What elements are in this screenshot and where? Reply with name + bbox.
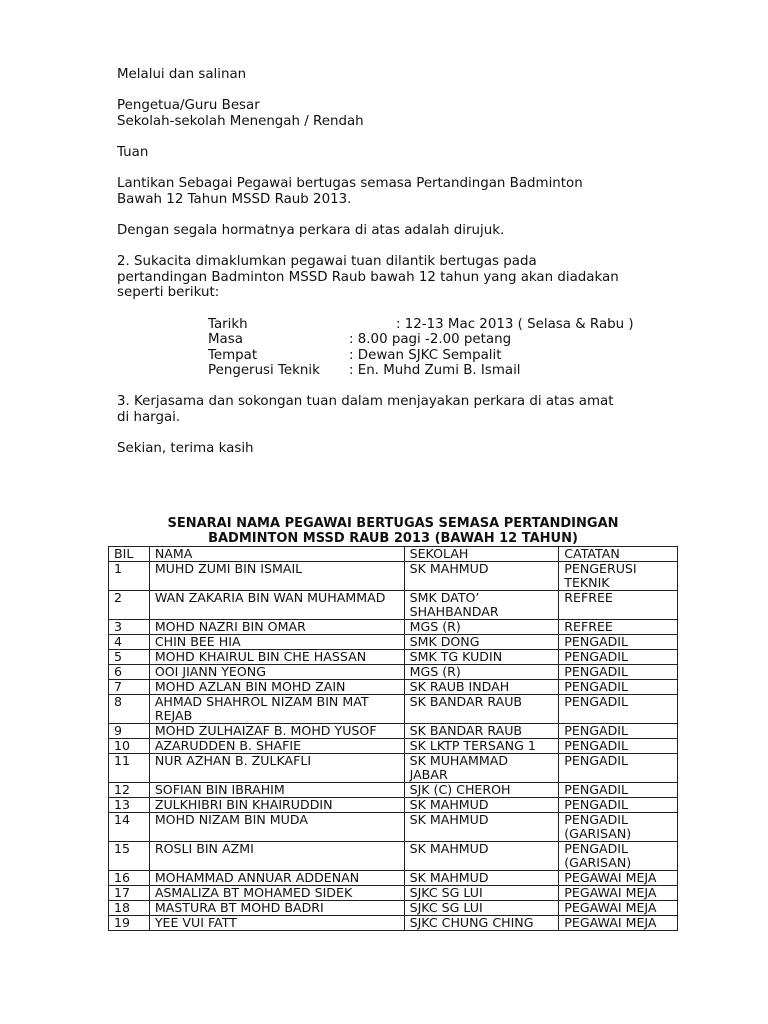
cell-sekolah: SK MUHAMMAD JABAR xyxy=(404,754,559,783)
cell-catatan: PENGADIL xyxy=(559,665,678,680)
cell-bil: 17 xyxy=(109,886,150,901)
cell-bil: 6 xyxy=(109,665,150,680)
cell-catatan: PENGADIL (GARISAN) xyxy=(559,842,678,871)
letter-body xyxy=(117,67,657,457)
cell-sekolah: SK RAUB INDAH xyxy=(404,680,559,695)
cell-bil: 11 xyxy=(109,754,150,783)
event-details xyxy=(208,317,657,379)
closing: Sekian, terima kasih xyxy=(117,441,254,457)
cell-catatan: PENGADIL (GARISAN) xyxy=(559,813,678,842)
detail-value: : En. Muhd Zumi B. Ismail xyxy=(349,363,521,379)
cell-sekolah: SJKC SG LUI xyxy=(404,901,559,916)
cell-sekolah: SMK DONG xyxy=(404,635,559,650)
paragraph-2: 2. Sukacita dimaklumkan pegawai tuan dilantik bertugas pada xyxy=(117,254,537,270)
salutation: Tuan xyxy=(117,144,149,160)
cell-nama: MOHD NAZRI BIN OMAR xyxy=(149,620,404,635)
detail-row xyxy=(208,332,657,348)
cell-catatan: PENGADIL xyxy=(559,754,678,783)
cell-catatan: PEGAWAI MEJA xyxy=(559,871,678,886)
cell-sekolah: SMK DATO’ SHAHBANDAR xyxy=(404,591,559,620)
cell-nama: MOHAMMAD ANNUAR ADDENAN xyxy=(149,871,404,886)
detail-value: : Dewan SJKC Sempalit xyxy=(349,347,502,363)
table-row xyxy=(109,695,678,724)
cell-bil: 7 xyxy=(109,680,150,695)
cell-bil: 12 xyxy=(109,783,150,798)
cell-nama: MOHD ZULHAIZAF B. MOHD YUSOF xyxy=(149,724,404,739)
cell-catatan: PEGAWAI MEJA xyxy=(559,886,678,901)
table-row xyxy=(109,591,678,620)
cell-catatan: PENGADIL xyxy=(559,783,678,798)
cell-nama: YEE VUI FATT xyxy=(149,916,404,931)
cell-nama: MOHD KHAIRUL BIN CHE HASSAN xyxy=(149,650,404,665)
table-header-row xyxy=(109,547,678,562)
cell-nama: ROSLI BIN AZMI xyxy=(149,842,404,871)
cell-bil: 13 xyxy=(109,798,150,813)
cell-sekolah: SMK TG KUDIN xyxy=(404,650,559,665)
paragraph-2: seperti berikut: xyxy=(117,285,220,301)
table-row xyxy=(109,635,678,650)
table-row xyxy=(109,798,678,813)
detail-row xyxy=(208,363,657,379)
cell-nama: MOHD NIZAM BIN MUDA xyxy=(149,813,404,842)
cell-sekolah: MGS (R) xyxy=(404,665,559,680)
cell-catatan: PENGADIL xyxy=(559,680,678,695)
table-row xyxy=(109,842,678,871)
cell-bil: 8 xyxy=(109,695,150,724)
cell-catatan: PENGADIL xyxy=(559,798,678,813)
subject-line: Bawah 12 Tahun MSSD Raub 2013. xyxy=(117,191,352,207)
table-row xyxy=(109,916,678,931)
table-row xyxy=(109,665,678,680)
officials-table xyxy=(108,546,678,931)
cell-nama: MASTURA BT MOHD BADRI xyxy=(149,901,404,916)
header-sekolah: SEKOLAH xyxy=(404,547,559,562)
cell-sekolah: SK BANDAR RAUB xyxy=(404,695,559,724)
cell-sekolah: SK MAHMUD xyxy=(404,798,559,813)
cell-bil: 2 xyxy=(109,591,150,620)
cell-sekolah: SJKC CHUNG CHING xyxy=(404,916,559,931)
cell-nama: MUHD ZUMI BIN ISMAIL xyxy=(149,562,404,591)
cell-bil: 3 xyxy=(109,620,150,635)
cell-nama: SOFIAN BIN IBRAHIM xyxy=(149,783,404,798)
cell-sekolah: SK MAHMUD xyxy=(404,842,559,871)
paragraph-3: di hargai. xyxy=(117,410,181,426)
cell-catatan: PENGADIL xyxy=(559,739,678,754)
detail-label: Tarikh xyxy=(208,316,248,332)
cell-nama: AZARUDDEN B. SHAFIE xyxy=(149,739,404,754)
cell-catatan: REFREE xyxy=(559,591,678,620)
cell-sekolah: SJK (C) CHEROH xyxy=(404,783,559,798)
cell-bil: 4 xyxy=(109,635,150,650)
header-bil: BIL xyxy=(109,547,150,562)
table-row xyxy=(109,620,678,635)
subject-line: Lantikan Sebagai Pegawai bertugas semasa Pertandingan Badminton xyxy=(117,176,583,192)
table-title-line: SENARAI NAMA PEGAWAI BERTUGAS SEMASA PERTANDINGAN xyxy=(167,516,619,531)
detail-label: Tempat xyxy=(208,347,258,363)
cell-catatan: PENGADIL xyxy=(559,650,678,665)
addressee-line: Pengetua/Guru Besar xyxy=(117,98,260,114)
cell-sekolah: MGS (R) xyxy=(404,620,559,635)
cell-catatan: PEGAWAI MEJA xyxy=(559,901,678,916)
detail-label: Pengerusi Teknik xyxy=(208,363,320,379)
header-nama: NAMA xyxy=(149,547,404,562)
paragraph-1: Dengan segala hormatnya perkara di atas adalah dirujuk. xyxy=(117,222,505,238)
detail-row xyxy=(208,348,657,364)
cell-sekolah: SK MAHMUD xyxy=(404,562,559,591)
addressee-line: Sekolah-sekolah Menengah / Rendah xyxy=(117,113,364,129)
cell-sekolah: SJKC SG LUI xyxy=(404,886,559,901)
cell-bil: 15 xyxy=(109,842,150,871)
table-title-line: BADMINTON MSSD RAUB 2013 (BAWAH 12 TAHUN) xyxy=(208,531,578,546)
table-row xyxy=(109,783,678,798)
cell-bil: 5 xyxy=(109,650,150,665)
cell-nama: ASMALIZA BT MOHAMED SIDEK xyxy=(149,886,404,901)
cell-bil: 9 xyxy=(109,724,150,739)
cell-bil: 1 xyxy=(109,562,150,591)
table-row xyxy=(109,886,678,901)
table-row xyxy=(109,901,678,916)
table-row xyxy=(109,680,678,695)
cell-bil: 14 xyxy=(109,813,150,842)
cell-nama: ZULKHIBRI BIN KHAIRUDDIN xyxy=(149,798,404,813)
table-row xyxy=(109,871,678,886)
cell-nama: WAN ZAKARIA BIN WAN MUHAMMAD xyxy=(149,591,404,620)
via-line: Melalui dan salinan xyxy=(117,67,247,82)
cell-bil: 10 xyxy=(109,739,150,754)
detail-row xyxy=(208,317,657,333)
header-catatan: CATATAN xyxy=(559,547,678,562)
cell-sekolah: SK LKTP TERSANG 1 xyxy=(404,739,559,754)
cell-bil: 16 xyxy=(109,871,150,886)
detail-value: : 12-13 Mac 2013 ( Selasa & Rabu ) xyxy=(396,316,634,332)
cell-catatan: PEGAWAI MEJA xyxy=(559,916,678,931)
cell-bil: 18 xyxy=(109,901,150,916)
cell-catatan: PENGERUSI TEKNIK xyxy=(559,562,678,591)
cell-sekolah: SK BANDAR RAUB xyxy=(404,724,559,739)
paragraph-2: pertandingan Badminton MSSD Raub bawah 12 tahun yang akan diadakan xyxy=(117,269,619,285)
cell-sekolah: SK MAHMUD xyxy=(404,871,559,886)
cell-bil: 19 xyxy=(109,916,150,931)
cell-catatan: PENGADIL xyxy=(559,695,678,724)
cell-catatan: PENGADIL xyxy=(559,635,678,650)
table-row xyxy=(109,754,678,783)
cell-nama: AHMAD SHAHROL NIZAM BIN MAT REJAB xyxy=(149,695,404,724)
table-row xyxy=(109,562,678,591)
paragraph-3: 3. Kerjasama dan sokongan tuan dalam menjayakan perkara di atas amat xyxy=(117,394,614,410)
cell-sekolah: SK MAHMUD xyxy=(404,813,559,842)
table-row xyxy=(109,813,678,842)
cell-nama: CHIN BEE HIA xyxy=(149,635,404,650)
cell-catatan: PENGADIL xyxy=(559,724,678,739)
detail-label: Masa xyxy=(208,332,243,348)
cell-nama: MOHD AZLAN BIN MOHD ZAIN xyxy=(149,680,404,695)
table-row xyxy=(109,724,678,739)
table-title xyxy=(108,516,678,546)
table-row xyxy=(109,650,678,665)
cell-nama: OOI JIANN YEONG xyxy=(149,665,404,680)
cell-nama: NUR AZHAN B. ZULKAFLI xyxy=(149,754,404,783)
detail-value: : 8.00 pagi -2.00 petang xyxy=(349,332,512,348)
cell-catatan: REFREE xyxy=(559,620,678,635)
table-body xyxy=(109,562,678,931)
table-row xyxy=(109,739,678,754)
